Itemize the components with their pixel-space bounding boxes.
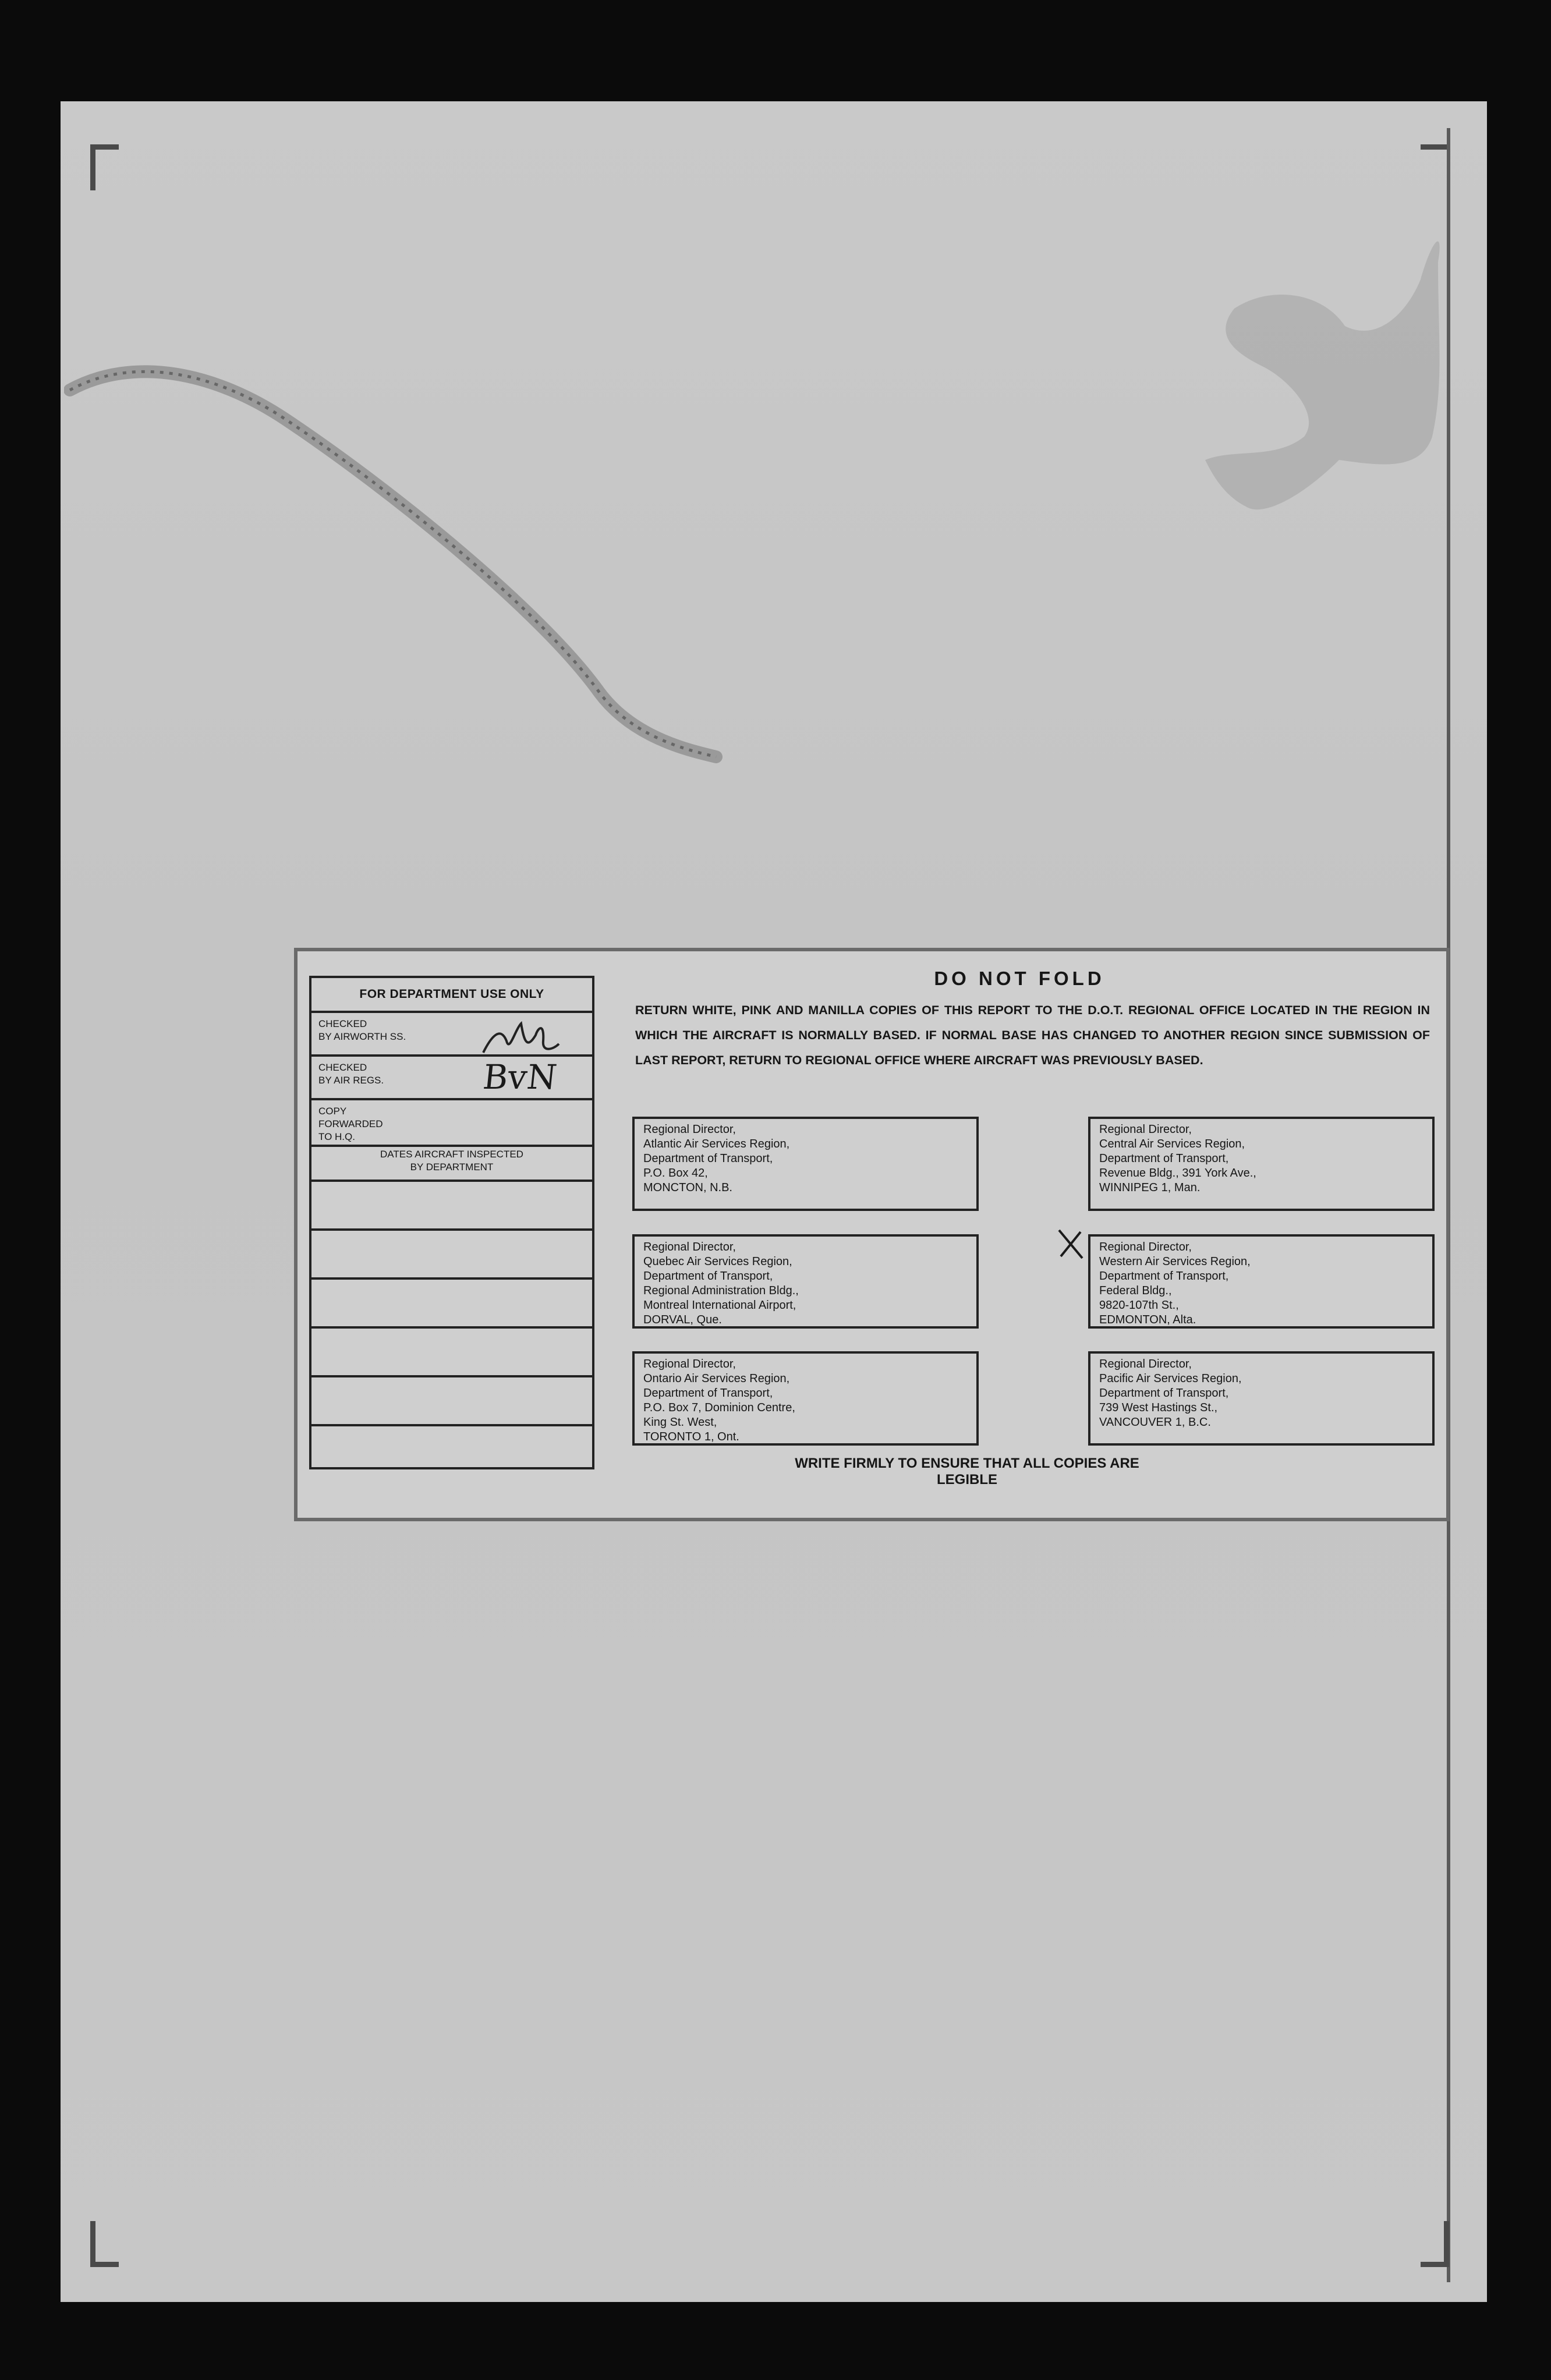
department-use-header: FOR DEPARTMENT USE ONLY <box>311 978 592 1013</box>
address-box-western <box>1088 1234 1435 1329</box>
address-box-pacific <box>1088 1351 1435 1446</box>
air-regs-initials: BvN <box>481 1057 559 1097</box>
copy-forwarded-field <box>311 1100 592 1147</box>
address-line: Western Air Services Region, <box>1099 1255 1251 1268</box>
inspection-date-row <box>311 1182 592 1231</box>
address-line: Revenue Bldg., 391 York Ave., <box>1099 1167 1256 1180</box>
scratch-mark <box>64 332 728 774</box>
address-box-atlantic <box>632 1117 979 1211</box>
do-not-fold-title: DO NOT FOLD <box>934 968 1105 989</box>
crop-mark-top-right <box>1421 144 1447 150</box>
copy-forwarded-label-line3: TO H.Q. <box>318 1131 355 1142</box>
address-line: Department of Transport, <box>1099 1152 1229 1165</box>
checked-airworthiness-field <box>311 1013 592 1057</box>
inspection-date-row <box>311 1426 592 1475</box>
address-box-central <box>1088 1117 1435 1211</box>
address-line: Ontario Air Services Region, <box>643 1372 790 1385</box>
address-box-quebec <box>632 1234 979 1329</box>
address-line: Regional Director, <box>643 1241 736 1253</box>
return-instructions-form <box>294 948 1450 1521</box>
dates-inspected-label-line2: BY DEPARTMENT <box>410 1161 494 1173</box>
copy-forwarded-label-line2: FORWARDED <box>318 1118 383 1129</box>
copy-forwarded-label-line1: COPY <box>318 1106 347 1117</box>
stain-mark <box>1188 192 1456 588</box>
return-instructions-text: RETURN WHITE, PINK AND MANILLA COPIES OF THIS REPORT TO THE D.O.T. REGIONAL OFFICE LOCATED IN THE REGION IN WHICH THE AIRCRAFT IS NORMALLY BASED. IF NORMAL BASE HAS CHANGED TO ANOTHER REGION SINCE SUBMISSION OF LAST REPORT, RETURN TO REGIONAL OFFICE WHERE AIRCRAFT WAS PREVIOUSLY BASED. <box>635 1003 1430 1067</box>
address-line: MONCTON, N.B. <box>643 1181 732 1194</box>
address-line: Regional Director, <box>1099 1358 1192 1370</box>
address-line: P.O. Box 42, <box>643 1167 708 1180</box>
address-line: Regional Administration Bldg., <box>643 1284 799 1297</box>
address-box-ontario <box>632 1351 979 1446</box>
dates-inspected-label-line1: DATES AIRCRAFT INSPECTED <box>380 1149 523 1160</box>
checked-air-regs-field <box>311 1057 592 1100</box>
address-line: VANCOUVER 1, B.C. <box>1099 1416 1211 1429</box>
department-use-box <box>309 976 594 1469</box>
selection-x-mark <box>1056 1227 1085 1261</box>
address-line: Central Air Services Region, <box>1099 1138 1245 1150</box>
checked-airworthiness-label-line2: BY AIRWORTH SS. <box>318 1031 406 1042</box>
inspection-date-row <box>311 1280 592 1329</box>
address-line: Federal Bldg., <box>1099 1284 1172 1297</box>
address-line: Regional Director, <box>1099 1123 1192 1136</box>
checked-air-regs-label-line1: CHECKED <box>318 1062 367 1073</box>
dates-inspected-header <box>311 1147 592 1182</box>
address-line: King St. West, <box>643 1416 717 1429</box>
address-line: Department of Transport, <box>643 1152 773 1165</box>
address-line: Regional Director, <box>1099 1241 1192 1253</box>
inspection-date-row <box>311 1329 592 1377</box>
crop-mark-bottom-right <box>1421 2221 1449 2267</box>
address-line: DORVAL, Que. <box>643 1313 722 1326</box>
crop-mark-bottom-left <box>90 2221 119 2267</box>
address-line: EDMONTON, Alta. <box>1099 1313 1196 1326</box>
inspection-date-row <box>311 1231 592 1280</box>
address-line: WINNIPEG 1, Man. <box>1099 1181 1201 1194</box>
address-line: Department of Transport, <box>643 1270 773 1283</box>
address-line: Department of Transport, <box>643 1387 773 1400</box>
crop-mark-top-left <box>90 144 119 190</box>
address-line: Regional Director, <box>643 1358 736 1370</box>
address-line: 739 West Hastings St., <box>1099 1401 1218 1414</box>
address-line: Quebec Air Services Region, <box>643 1255 792 1268</box>
address-line: Department of Transport, <box>1099 1387 1229 1400</box>
checked-airworthiness-label-line1: CHECKED <box>318 1018 367 1029</box>
checked-air-regs-label-line2: BY AIR REGS. <box>318 1075 384 1086</box>
address-line: TORONTO 1, Ont. <box>643 1430 739 1443</box>
address-line: Montreal International Airport, <box>643 1299 796 1312</box>
airworthiness-signature <box>480 1018 562 1058</box>
inspection-date-row <box>311 1377 592 1426</box>
address-line: 9820-107th St., <box>1099 1299 1179 1312</box>
address-line: Atlantic Air Services Region, <box>643 1138 790 1150</box>
address-line: Pacific Air Services Region, <box>1099 1372 1242 1385</box>
legibility-footer: WRITE FIRMLY TO ENSURE THAT ALL COPIES ARE LEGIBLE <box>795 1455 1139 1488</box>
address-line: Regional Director, <box>643 1123 736 1136</box>
address-line: P.O. Box 7, Dominion Centre, <box>643 1401 795 1414</box>
address-line: Department of Transport, <box>1099 1270 1229 1283</box>
